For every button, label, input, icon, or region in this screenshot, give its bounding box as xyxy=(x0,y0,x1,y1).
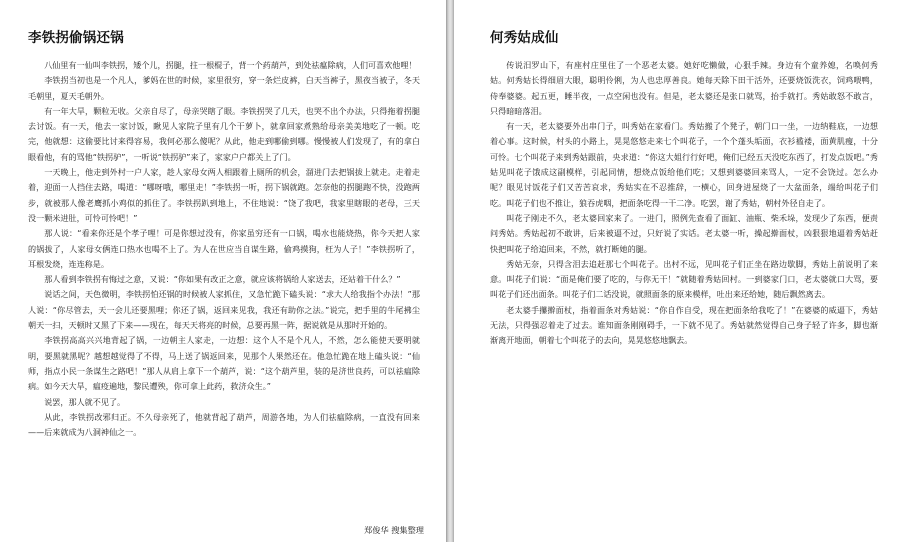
left-page xyxy=(0,0,446,542)
paragraph: 一天晚上，他走到外村一户人家，趁人家母女两人相跟着上厕所的机会，溜进门去把锅拔上就走。走着走着，迎面一人挡住去路，喝道：“哪呀哦，哪里走！”李铁拐一听，拐下锅就跑。怎奈他的拐腿跑不快，没跑两步，就被那人像老鹰抓小鸡似的抓住了。李铁拐趴到地上，不住地说：“饶了我吧，我家里瞎眼的老母，三天没一颗米进肚，可怜可怜吧！” xyxy=(28,167,420,223)
right-page xyxy=(454,0,900,542)
paragraph: 那人说：“看来你还是个孝子哩！可是你想过没有，你家虽穷还有一口锅，喝水也能烧热，你今天把人家的锅拔了，人家母女俩连口热水也喝不上了。为人在世应当自谋生路，偷鸡摸狗，枉为人子！”李铁拐听了，耳根发烧，连连称是。 xyxy=(28,228,420,269)
paragraph: 说话之间，天色微明，李铁拐怕还锅的时候被人家抓住，又急忙跪下磕头说：“求大人给我指个办法！”那人说：“你尽管去，天一会儿还要黑哩；你还了锅，返回来见我，我还有助你之法。”说完，把手里的牛尾拂尘朝天一扫，天顿时又黑了下来——现在，每天天将亮的时候，总要再黑一阵，据说就是从那时开始的。 xyxy=(28,289,420,331)
paragraph: 有一年大旱，颗粒无收。父亲自尽了，母亲哭瞎了眼。李铁拐哭了几天，也哭不出个办法，只得拖着拐腿去讨饭。有一天，他去一家讨饭，瞅见人家院子里有几个干萝卜，就拿回家煮熟给母亲美美地吃了一顿。吃完，他就想：这偷要比讨来得容易，我何必那么傻呢？从此，他走到哪偷到哪。慢慢被人们发现了，有的拿白眼看他，有的骂他“铁拐驴”，一听说“铁拐驴”来了，家家户户都关上了门。 xyxy=(28,105,420,162)
page-title: 李铁拐偷锅还锅 xyxy=(28,30,124,46)
story-body xyxy=(28,58,420,440)
paragraph: 有一天，老太婆要外出串门子，叫秀姑在家看门。秀姑搬了个凳子，朝门口一坐，一边纳鞋底，一边想着心事。这时候，村头的小路上，晃晃悠悠走来七个叫花子，一个个蓬头垢面，衣衫褴褛，面黄肌瘦，十分可怜。七个叫花子来到秀姑跟前，央求道：“你这大姐行行好吧，俺们已经五天没吃东西了，打发点饭吧。”秀姑见叫花子饿成这副模样，引起同情，想烧点饭给他们吃；又想到婆婆回来骂人，一定不会饶过。怎么办呢？眼见讨饭花子们又苦苦哀求，秀姑实在不忍推辞，一横心，回身进屋烧了一大盆面条，端给叫花子们吃。叫花子们也不推让，狼吞虎咽，把面条吃得一干二净。吃罢，谢了秀姑，朝村外径自走了。 xyxy=(490,121,878,208)
paragraph: 传说汨罗山下，有座村庄里住了一个恶老太婆。她好吃懒做，心狠手辣。身边有个童养媳，名唤何秀姑。何秀姑长得细眉大眼，聪明伶俐，为人也忠厚善良。她每天除下田干活外，还要烧饭洗衣，饲鸡喂鸭，侍奉婆婆。起五更，睡半夜，一点空闲也没有。但是，老太婆还是张口就骂，抬手就打。秀姑敢怒不敢言，只得暗暗落泪。 xyxy=(490,60,878,116)
page-divider xyxy=(446,0,454,542)
paragraph: 从此，李铁拐改邪归正。不久母亲死了，他就背起了葫芦，周游各地，为人们祛瘟除病，一直没有回来——后来就成为八洞神仙之一。 xyxy=(28,411,420,438)
paragraph: 那人看到李铁拐有悔过之意，又说：“你如果有改正之意，就应该将锅给人家送去，还站着干什么？” xyxy=(44,274,401,285)
paragraph: 说罢，那人就不见了。 xyxy=(44,396,126,407)
story-body xyxy=(490,58,878,349)
paragraph: 李铁拐当初也是一个凡人，爹妈在世的时候，家里很穷，穿一条烂皮裤，白天当裤子，黑夜当被子，冬天毛朝里，夏天毛朝外。 xyxy=(28,75,420,101)
page-title: 何秀姑成仙 xyxy=(490,30,559,46)
paragraph: 秀姑无奈，只得含泪去追赶那七个叫花子。出村不远，见叫花子们正坐在路边歇脚，秀姑上前说明了来意。叫花子们说：“面是俺们要了吃的，与你无干！”就随着秀姑回村。一到婆家门口，老太婆就口大骂，要叫花子们还出面条。叫花子们二话没说，就照面条的原来模样，吐出来还给她，随后飘然离去。 xyxy=(490,258,878,300)
paragraph: 叫花子刚走不久，老太婆回家来了。一进门，照例先查看了面缸、油瓶、柴禾垛，发现少了东西，便责问秀姑。秀姑起初不敢讲，后来被逼不过，只好说了实话。老太婆一听，操起擀面杖，凶狠狠地逼着秀姑赶快把叫花子给追回来，不然，就打断她的腿。 xyxy=(490,212,878,254)
collector-credit: 郑俊华 搜集整理 xyxy=(364,525,424,535)
paragraph: 李铁拐高高兴兴地背起了锅，一边朝主人家走，一边想：这个人不是个凡人，不然，怎么能使天要明就明，要黑就黑呢？越想越觉得了不得，马上送了锅返回来，见那个人果然还在。他急忙跪在地上磕头说：“仙师，指点小民一条谋生之路吧！”那人从肩上拿下一个葫芦，说：“这个葫芦里，装的是济世良药，可以祛瘟除病。如今天大旱，瘟疫遍地，黎民遭殃，你可拿上此药，救济众生。” xyxy=(28,335,420,392)
paragraph: 老太婆手攥擀面杖，指着面条对秀姑说：“你自作自受，现在把面条给我吃了！”在婆婆的威逼下，秀姑无法，只得强忍着走了过去。谁知面条刚刚碍手，一下就不见了。秀姑就然觉得自己身子轻了许多，脚也渐渐离开地面，朝着七个叫花子的去向，晃晃悠悠地飘去。 xyxy=(490,304,878,346)
paragraph: 八仙里有一仙叫李铁拐，矮个儿，拐腿，拄一根棍子，背一个药葫芦，到处祛瘟除病，人们可喜欢他哩！ xyxy=(44,60,417,70)
